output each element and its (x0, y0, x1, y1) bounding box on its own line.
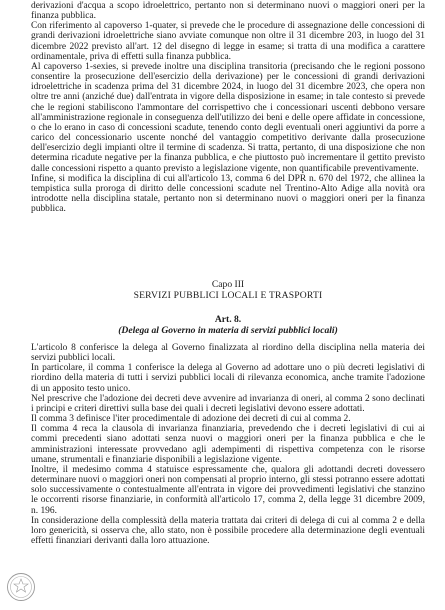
paragraph: Il comma 3 definisce l'iter procedimentale di adozione dei decreti di cui al comma 2. (31, 414, 351, 425)
paragraph: Al capoverso 1-sexies, si prevede inoltre una disciplina transitoria (precisando che le regioni possono consentire la prosecuzione dell'esercizio della derivazione) per le concessioni di grandi derivazioni idroelettriche in scadenza prima del 31 dicembre 2024, in luogo del 31 dicembre 2023, che opera non oltre tre anni (anziché due) dall'entrata in vigore della disposizione in esame; in tale contesto si prevede che le regioni stabiliscono l'ammontare del corrispettivo che i concessionari uscenti debbono versare all'amministrazione regionale in conseguenza dell'utilizzo dei beni e delle opere affidate in concessione, o che lo erano in caso di concessioni scadute, tenendo conto degli eventuali oneri aggiuntivi da porre a carico del concessionario uscente nonché del vantaggio competitivo derivante dalla prosecuzione dell'esercizio degli impianti oltre il termine di scadenza. Si tratta, pertanto, di una disposizione che non determina ricadute negative per la finanza pubblica, e che piuttosto può incrementare il gettito previsto dalle concessioni rispetto a quanto previsto a legislazione vigente, non quantificabile preventivamente. (31, 61, 425, 174)
official-seal-stamp (6, 572, 36, 602)
paragraph: In particolare, il comma 1 conferisce la delega al Governo ad adottare uno o più decreti legislativi di riordino della materia di tutti i servizi pubblici locali di rilevanza economica, anche tramite l'adozione di un apposito testo unico. (31, 363, 425, 394)
paragraph: L'articolo 8 conferisce la delega al Governo finalizzata al riordino della disciplina nella materia dei servizi pubblici locali. (31, 343, 425, 364)
chapter-title: SERVIZI PUBBLICI LOCALI E TRASPORTI (133, 290, 323, 301)
article-text-block (31, 343, 425, 546)
paragraph: Il comma 4 reca la clausola di invarianza finanziaria, prevedendo che i decreti legislativi di cui ai commi precedenti siano adottati senza nuovi o maggiori oneri per la finanza pubblica e che le amministrazioni interessate provvedano agli adempimenti di rispettiva competenza con le risorse umane, strumentali e finanziarie disponibili a legislazione vigente. (31, 424, 425, 465)
paragraph: Inoltre, il medesimo comma 4 statuisce espressamente che, qualora gli adottandi decreti dovessero determinare nuovi o maggiori oneri non compensati al proprio interno, gli stessi potranno essere adottati solo successivamente o contestualmente all'entrata in vigore dei provvedimenti legislativi che stanzino le occorrenti risorse finanziarie, in conformità all'articolo 17, comma 2, della legge 31 dicembre 2009, n. 196. (31, 464, 425, 516)
chapter-label: Capo III (211, 279, 245, 290)
preceding-text-block (31, 1, 425, 214)
paragraph: Con riferimento al capoverso 1-quater, si prevede che le procedure di assegnazione delle concessioni di grandi derivazioni idroelettriche siano avviate comunque non oltre il 31 dicembre 203, in luogo del 31 dicembre 2022 previsto all'art. 12 del disegno di legge in esame; si tratta di una modifica a carattere ordinamentale, priva di effetti sulla finanza pubblica. (31, 21, 425, 62)
paragraph: derivazioni d'acqua a scopo idroelettrico, pertanto non si determinano nuovi o maggiori oneri per la finanza pubblica. (31, 1, 425, 22)
paragraph: Nel prescrive che l'adozione dei decreti deve avvenire ad invarianza di oneri, al comma 2 sono declinati i principi e criteri direttivi sulla base dei quali i decreti legislativi devono essere adottati. (31, 393, 425, 414)
article-title: (Delega al Governo in materia di servizi pubblici locali) (118, 325, 338, 336)
paragraph: Infine, si modifica la disciplina di cui all'articolo 13, comma 6 del DPR n. 670 del 1972, che allinea la tempistica sulla proroga di diritto delle concessioni scadute nel Trentino-Alto Adige alla novità ora introdotte nella disciplina statale, pertanto non si determinano nuovi o maggiori oneri per la finanza pubblica. (31, 173, 425, 215)
article-number: Art. 8. (214, 314, 242, 325)
paragraph: In considerazione della complessità della materia trattata dai criteri di delega di cui al comma 2 e della loro genericità, si osserva che, allo stato, non è possibile procedere alla determinazione degli eventuali effetti finanziari derivanti dalla loro attuazione. (31, 515, 425, 546)
